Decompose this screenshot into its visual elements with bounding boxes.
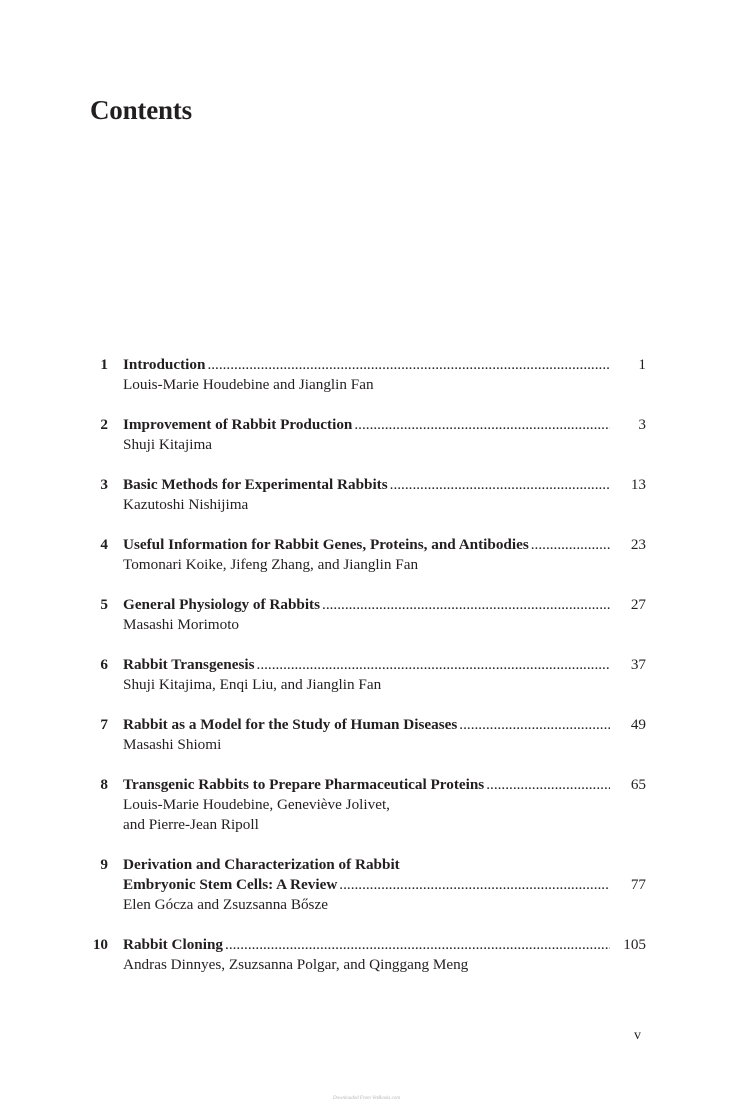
page-ref: 105 bbox=[623, 936, 646, 953]
chapter-authors: Louis-Marie Houdebine and Jianglin Fan bbox=[123, 376, 374, 393]
chapter-number: 7 bbox=[100, 716, 108, 733]
dot-leader bbox=[225, 935, 610, 955]
chapter-authors: Shuji Kitajima, Enqi Liu, and Jianglin Fan bbox=[123, 676, 382, 693]
chapter-authors: Shuji Kitajima bbox=[123, 436, 213, 453]
chapter-number: 6 bbox=[100, 656, 108, 673]
page-ref: 13 bbox=[630, 476, 646, 493]
toc-entry[interactable] bbox=[86, 415, 646, 455]
toc-entry[interactable] bbox=[86, 855, 646, 915]
page-number: v bbox=[634, 1028, 641, 1043]
chapter-authors: Louis-Marie Houdebine, Geneviève Jolivet, bbox=[123, 796, 390, 813]
dot-leader bbox=[339, 875, 610, 895]
page-ref: 27 bbox=[630, 596, 646, 613]
dot-leader bbox=[257, 655, 610, 675]
dot-leader bbox=[459, 715, 610, 735]
chapter-number: 3 bbox=[100, 476, 108, 493]
toc-entry[interactable] bbox=[86, 355, 646, 395]
page-title: Contents bbox=[90, 95, 192, 125]
chapter-title: Rabbit as a Model for the Study of Human Diseases bbox=[123, 716, 458, 733]
chapter-number: 2 bbox=[100, 416, 108, 433]
dot-leader bbox=[531, 535, 610, 555]
toc-entry[interactable] bbox=[86, 935, 646, 975]
chapter-title: General Physiology of Rabbits bbox=[123, 596, 321, 613]
toc-entry[interactable] bbox=[86, 715, 646, 755]
chapter-authors: Masashi Shiomi bbox=[123, 736, 222, 753]
page-ref: 1 bbox=[638, 356, 646, 373]
chapter-authors: Andras Dinnyes, Zsuzsanna Polgar, and Qinggang Meng bbox=[123, 956, 469, 973]
chapter-number: 4 bbox=[100, 536, 108, 553]
chapter-authors: Elen Gócza and Zsuzsanna Bősze bbox=[123, 896, 328, 913]
chapter-title: Basic Methods for Experimental Rabbits bbox=[123, 476, 388, 493]
chapter-title: Useful Information for Rabbit Genes, Proteins, and Antibodies bbox=[123, 536, 529, 553]
chapter-number: 9 bbox=[100, 856, 108, 873]
chapter-number: 10 bbox=[92, 936, 108, 953]
chapter-title: Transgenic Rabbits to Prepare Pharmaceutical Proteins bbox=[123, 776, 485, 793]
toc-entry[interactable] bbox=[86, 655, 646, 695]
chapter-title: Derivation and Characterization of Rabbit bbox=[123, 856, 400, 873]
chapter-title: Introduction bbox=[123, 356, 206, 373]
page-ref: 49 bbox=[630, 716, 646, 733]
dot-leader bbox=[390, 475, 610, 495]
watermark: Downloaded From VetBooks.com bbox=[333, 1096, 400, 1101]
chapter-number: 5 bbox=[100, 596, 108, 613]
page-ref: 3 bbox=[638, 416, 646, 433]
chapter-title: Rabbit Cloning bbox=[123, 936, 224, 953]
chapter-title: Embryonic Stem Cells: A Review bbox=[123, 876, 338, 893]
toc-entry[interactable] bbox=[86, 535, 646, 575]
chapter-title: Improvement of Rabbit Production bbox=[123, 416, 353, 433]
page-ref: 65 bbox=[630, 776, 646, 793]
dot-leader bbox=[354, 415, 610, 435]
chapter-number: 1 bbox=[100, 356, 108, 373]
page-ref: 23 bbox=[630, 536, 646, 553]
page-ref: 77 bbox=[630, 876, 646, 893]
dot-leader bbox=[322, 595, 610, 615]
chapter-authors: Tomonari Koike, Jifeng Zhang, and Jianglin Fan bbox=[123, 556, 419, 573]
chapter-number: 8 bbox=[100, 776, 108, 793]
chapter-authors: Masashi Morimoto bbox=[123, 616, 240, 633]
dot-leader bbox=[486, 775, 610, 795]
toc-entry[interactable] bbox=[86, 475, 646, 515]
chapter-authors: and Pierre-Jean Ripoll bbox=[123, 816, 259, 833]
dot-leader bbox=[207, 355, 610, 375]
chapter-authors: Kazutoshi Nishijima bbox=[123, 496, 249, 513]
table-of-contents bbox=[86, 355, 646, 995]
toc-entry[interactable] bbox=[86, 595, 646, 635]
chapter-title: Rabbit Transgenesis bbox=[123, 656, 255, 673]
page-ref: 37 bbox=[630, 656, 646, 673]
toc-entry[interactable] bbox=[86, 775, 646, 835]
